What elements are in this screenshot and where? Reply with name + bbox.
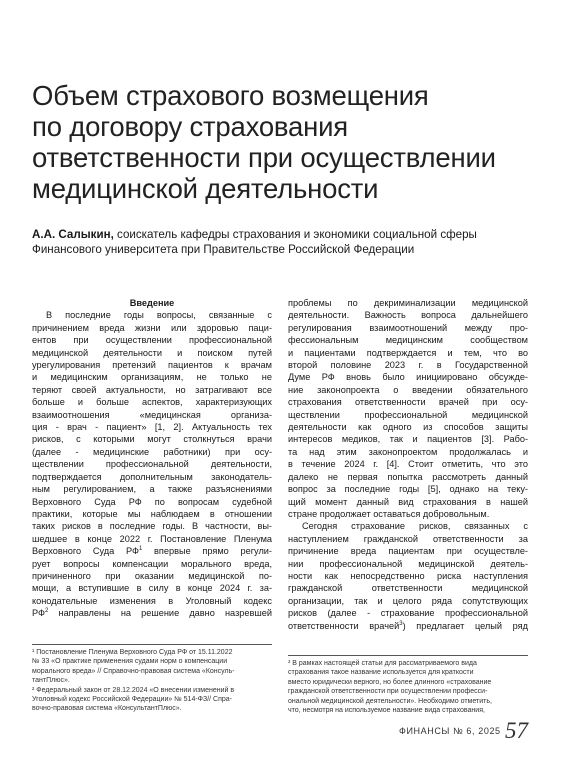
text-fragment: ответственности врачей [288, 620, 400, 631]
left-column [32, 297, 272, 620]
text-line: Верховного Суда РФ по вопросам судебной [32, 496, 272, 507]
footnotes-right [288, 655, 528, 715]
footnote-line: вочно-правовая система «КонсультантПлюс». [32, 705, 182, 713]
author-affiliation [32, 227, 532, 257]
text-line: мощи, а вступившие в силу в конце 2024 г. за- [32, 583, 272, 594]
text-line: подтверждается дополнительным законодатель- [32, 471, 272, 482]
text-line: В последние годы вопросы, связанные с [46, 310, 272, 321]
author-line-2: Финансового университета при Правительстве Российской Федерации [32, 243, 415, 256]
section-heading-introduction: Введение [129, 298, 175, 308]
author-name: А.А. Салыкин, [32, 228, 114, 241]
author-position: соискатель кафедры страхования и экономики социальной сферы [113, 228, 477, 241]
text-line: стране продолжает оставаться добровольным. [288, 508, 490, 519]
text-line: интересов медиков, так и пациентов [3]. Рабо- [288, 434, 528, 445]
text-line: щий момент данный вид страхования в нашей [288, 496, 528, 507]
text-line: деятельности. Важность вопроса дальнейшего [288, 310, 528, 321]
text-line: и пациентами подтверждается и тем, что во [288, 347, 528, 358]
text-line: второй половине 2023 г. в Государственной [288, 360, 528, 371]
text-line: та над этим законопроектом продолжалась и [288, 446, 528, 457]
text-line: практики, которые мы наблюдаем в отношении [32, 508, 272, 519]
page-number: 57 [505, 718, 528, 743]
footnote-ref[interactable]: 1 [138, 546, 143, 553]
footnote-line: морального вреда» // Справочно-правовая система «Консуль- [32, 667, 235, 675]
footnote-line: ональной медицинской деятельности». Необходимо отметить, [288, 697, 492, 705]
text-line: рисков, с которыми могут столкнуться врачи [32, 434, 272, 445]
text-fragment: направлены на решение давно назревшей [48, 608, 272, 619]
footnote-line: что, несмотря на используемое название вида страхования, [288, 707, 485, 715]
footnote-line: ³ В рамках настоящей статьи для рассматриваемого вида [288, 660, 477, 667]
title-line: медицинской деятельности [32, 173, 379, 204]
text-line: ществлении профессиональной медицинской [288, 409, 528, 420]
text-line: организации, так и целого ряда сопутствующих [288, 595, 528, 606]
footnote-line: № 33 «О практике применения судами норм о компенсации [32, 658, 228, 666]
text-fragment: Верховного Суда РФ [32, 546, 139, 557]
text-line: деятельности как одного из способов защиты [288, 422, 528, 433]
title-line: по договору страхования [32, 111, 348, 142]
text-line: медицинской деятельности и поиском путей [32, 347, 272, 358]
text-line: ществлении профессиональной деятельности, [32, 459, 272, 470]
footnote-ref[interactable]: 3 [399, 620, 403, 627]
text-line: причинением вреда жизни или здоровью паци- [32, 322, 272, 333]
footnote-line: страхования такое название используется для краткости [288, 669, 474, 677]
text-line: таких рисков в последние годы. В частности, вы- [32, 521, 272, 532]
text-line: проблемы по декриминализации медицинской [288, 298, 528, 308]
text-line: причиненного при оказании медицинской по- [32, 570, 272, 581]
journal-issue: ФИНАНСЫ № 6, 2025 [399, 726, 501, 736]
text-line: Думе РФ вновь было инициировано обсужде- [288, 372, 528, 383]
text-line: страхования ответственности врачей при осу- [288, 397, 528, 408]
text-line: вопрос за последние годы [5], однако на теку- [288, 484, 528, 495]
text-line: шедшее в конце 2022 г. Постановление Пленума [32, 533, 272, 544]
text-line: в течение 2024 г. [4]. Стоит отметить, что это [288, 459, 528, 470]
text-line [288, 620, 528, 632]
text-line: ентов при осуществлении профессиональной [32, 335, 272, 346]
text-line: гражданской ответственности медицинской [288, 583, 528, 594]
footnote-line: ¹ Постановление Пленума Верховного Суда РФ от 15.11.2022 [32, 649, 233, 656]
text-line: конодательные изменения в Уголовный кодекс [32, 595, 272, 606]
title-line: ответственности при осуществлении [32, 142, 496, 173]
text-fragment: ) предлагает целый ряд [402, 620, 528, 631]
text-line: больше и больше аспектов, характеризующих [32, 397, 272, 408]
text-line: Сегодня страхование рисков, связанных с [302, 521, 528, 532]
text-line: наступлением гражданской ответственности за [288, 533, 528, 544]
text-line: ности как непосредственно риска наступления [288, 570, 528, 581]
text-fragment: РФ [32, 608, 46, 619]
text-fragment: впервые прямо регули- [142, 546, 272, 557]
text-line: нии профессиональной медицинской деятель- [288, 558, 528, 569]
text-line: ция - врач - пациент» [1, 2]. Актуальность тех [32, 422, 272, 433]
title-line: Объем страхового возмещения [32, 80, 429, 111]
text-line: ным регулированием, а также разъяснениями [32, 484, 272, 495]
text-line: рует вопросы компенсации морального вреда, [32, 558, 272, 569]
article-title [32, 80, 532, 204]
text-line: (далее - медицинские работники) при осу- [32, 446, 272, 457]
text-line: теряют своей актуальности, но затрагивают все [32, 384, 272, 395]
author-line-1 [32, 227, 532, 242]
footnotes-left [32, 644, 272, 714]
right-column [288, 297, 528, 632]
text-line: далеко не первая попытка рассмотреть данный [288, 471, 528, 482]
footnote-line: гражданской ответственности при осуществлении професси- [288, 688, 488, 696]
footnote-line: Уголовный кодекс Российской Федерации» № 514-ФЗ// Спра- [32, 696, 233, 704]
text-line [32, 545, 272, 557]
footnote-line: вместо юридически верного, но более длинного «страхование [288, 678, 492, 686]
text-line [32, 607, 272, 619]
page-footer [395, 719, 535, 743]
text-line: регулирования взаимоотношений между про- [288, 322, 528, 333]
text-line: урегулирования претензий пациентов к врачам [32, 360, 272, 371]
text-line: рисков (далее - страхование профессиональной [288, 608, 528, 619]
text-line: и медицинским организациям, не только не [32, 372, 272, 383]
footnote-line: тантПлюс». [32, 677, 70, 685]
text-line: ние законопроекта о введении обязательного [288, 384, 528, 395]
footnote-line: ² Федеральный закон от 28.12.2024 «О внесении изменений в [32, 686, 235, 694]
text-line: взаимоотношения «медицинская организа- [32, 409, 272, 420]
footnote-ref[interactable]: 2 [45, 608, 49, 615]
text-line: фессиональным медицинским сообществом [288, 335, 528, 346]
text-line: причинение вреда пациентам при осуществле- [288, 546, 528, 557]
